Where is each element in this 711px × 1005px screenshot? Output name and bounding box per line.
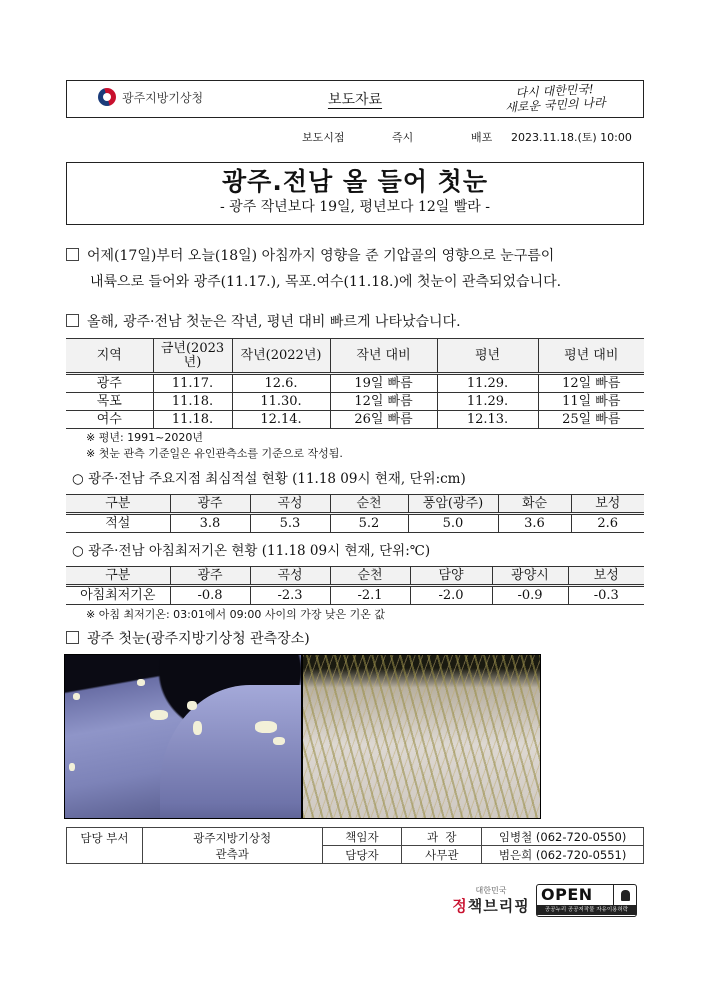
contact-person: 범은희 (062-720-0551) [482, 846, 644, 864]
col-header: 작년 대비 [330, 339, 437, 374]
note-observation: ※ 첫눈 관측 기준일은 유인관측소를 기준으로 작성됨. [86, 447, 343, 460]
page-subtitle: - 광주 작년보다 19일, 평년보다 12일 빨라 - [219, 199, 491, 215]
first-snow-table [66, 338, 644, 429]
photo-heading: 광주 첫눈(광주지방기상청 관측장소) [66, 626, 650, 652]
col-header: 평년 [437, 339, 538, 374]
note-min-temp: ※ 아침 최저기온: 03:01에서 09:00 사이의 가장 낮은 기온 값 [86, 608, 386, 621]
slogan: 다시 대한민국! 새로운 국민의 나라 [504, 81, 606, 115]
distribute-label: 배포 [471, 131, 493, 144]
role-label: 담당자 [322, 846, 402, 864]
distribute-value: 2023.11.18.(토) 10:00 [511, 131, 632, 144]
table-row: 목포 11.18. 11.30. 12일 빠름 11.29. 11일 빠름 [66, 393, 644, 411]
col-header: 지역 [66, 339, 153, 374]
page-title: 광주.전남 올 들어 첫눈 [222, 167, 488, 196]
release-value: 즉시 [392, 131, 414, 144]
contact-table [66, 827, 644, 864]
paragraph-summary: 올해, 광주·전남 첫눈은 작년, 평년 대비 빠르게 나타났습니다. [66, 309, 650, 335]
dept-name: 광주지방기상청 관측과 [142, 828, 322, 864]
table-row: 광주 11.17. 12.6. 19일 빠름 11.29. 12일 빠름 [66, 374, 644, 393]
photo-snow-on-cover [65, 655, 301, 818]
agency-name: 광주지방기상청 [122, 90, 204, 105]
note-normal-period: ※ 평년: 1991~2020년 [86, 431, 203, 444]
kogl-open-badge: OPEN 공공누리 공공저작물 자유이용허락 [536, 884, 637, 917]
taegeuk-icon [98, 88, 116, 106]
contact-title: 과 장 [402, 828, 482, 846]
checkbox-bullet-icon [66, 314, 79, 327]
table-row: 여수 11.18. 12.14. 26일 빠름 12.13. 25일 빠름 [66, 411, 644, 429]
min-temp-table: 구분 광주 곡성 순천 담양 광양시 보성 아침최저기온 -0.8 -2.3 -2.1 -2.0 -0.9 -0.3 [66, 566, 644, 605]
attribution-person-icon [613, 885, 636, 905]
photo-snow-on-grass [301, 655, 540, 818]
photo-strip [64, 654, 541, 819]
role-label: 책임자 [322, 828, 402, 846]
checkbox-bullet-icon [66, 248, 79, 261]
dept-label: 담당 부서 [67, 828, 143, 864]
agency-logo [98, 88, 203, 106]
policy-briefing-logo: 대한민국 정책브리핑 [452, 886, 530, 915]
snow-depth-table: 구분 광주 곡성 순천 풍암(광주) 화순 보성 적설 3.8 5.3 5.2 5.0 3.6 2.6 [66, 494, 644, 533]
checkbox-bullet-icon [66, 631, 79, 644]
title-box [66, 162, 644, 225]
col-header: 평년 대비 [538, 339, 644, 374]
contact-person: 임병철 (062-720-0550) [482, 828, 644, 846]
paragraph-intro: 어제(17일)부터 오늘(18일) 아침까지 영향을 준 기압골의 영향으로 눈구름이 내륙으로 들어와 광주(11.17.), 목포.여수(11.18.)에 첫눈이 관측되었습니다. [66, 243, 650, 295]
table-row: 아침최저기온 -0.8 -2.3 -2.1 -2.0 -0.9 -0.3 [66, 586, 644, 605]
doc-type: 보도자료 [327, 92, 383, 108]
contact-title: 사무관 [402, 846, 482, 864]
table-row: 적설 3.8 5.3 5.2 5.0 3.6 2.6 [66, 514, 644, 533]
col-header: 금년(2023년) [153, 339, 232, 374]
snow-depth-heading: ○ 광주·전남 주요지점 최심적설 현황 (11.18 09시 현재, 단위:cm) [72, 471, 466, 487]
release-label: 보도시점 [302, 131, 345, 144]
min-temp-heading: ○ 광주·전남 아침최저기온 현황 (11.18 09시 현재, 단위:℃) [72, 543, 431, 559]
col-header: 작년(2022년) [232, 339, 330, 374]
